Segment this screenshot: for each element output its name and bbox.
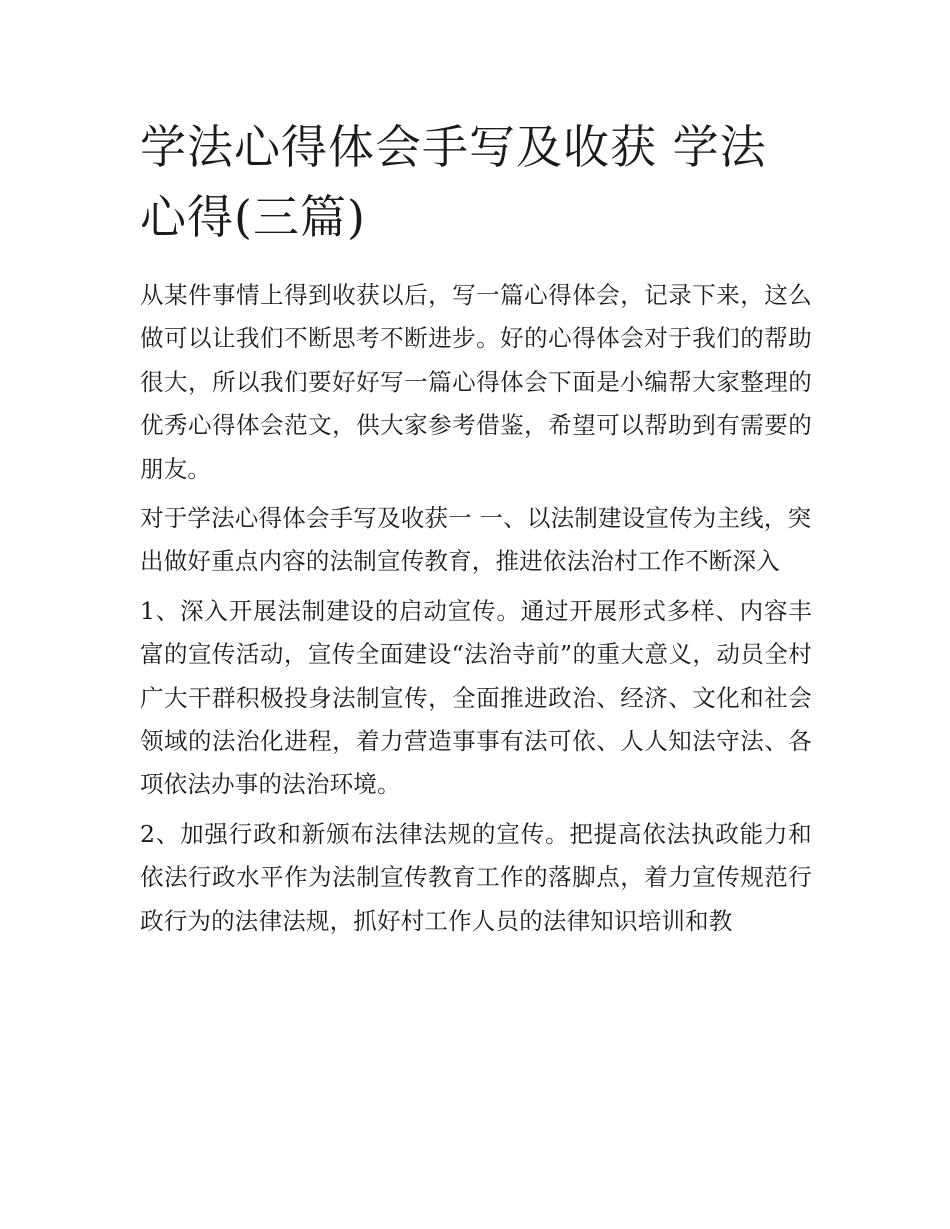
document-title: 学法心得体会手写及收获 学法心得(三篇) (140, 120, 767, 244)
document-page (140, 112, 812, 943)
section-heading-paragraph: 对于学法心得体会手写及收获一 一、以法制建设宣传为主线，突出做好重点内容的法制宣传教育，推进依法治村工作不断深入 (140, 504, 812, 576)
item-1-paragraph: 1、深入开展法制建设的启动宣传。通过开展形式多样、内容丰富的宣传活动，宣传全面建设“法治寺前”的重大意义，动员全村广大干群积极投身法制宣传，全面推进政治、经济、文化和社会领域的法治化进程，着力营造事事有法可依、人人知法守法、各项依法办事的法治环境。 (140, 596, 812, 799)
item-2-paragraph: 2、加强行政和新颁布法律法规的宣传。把提高依法执政能力和依法行政水平作为法制宣传教育工作的落脚点，着力宣传规范行政行为的法律法规，抓好村工作人员的法律知识培训和教 (140, 819, 812, 935)
intro-paragraph: 从某件事情上得到收获以后，写一篇心得体会，记录下来，这么做可以让我们不断思考不断进步。好的心得体会对于我们的帮助很大，所以我们要好好写一篇心得体会下面是小编帮大家整理的优秀心得体会范文，供大家参考借鉴，希望可以帮助到有需要的朋友。 (140, 281, 812, 483)
